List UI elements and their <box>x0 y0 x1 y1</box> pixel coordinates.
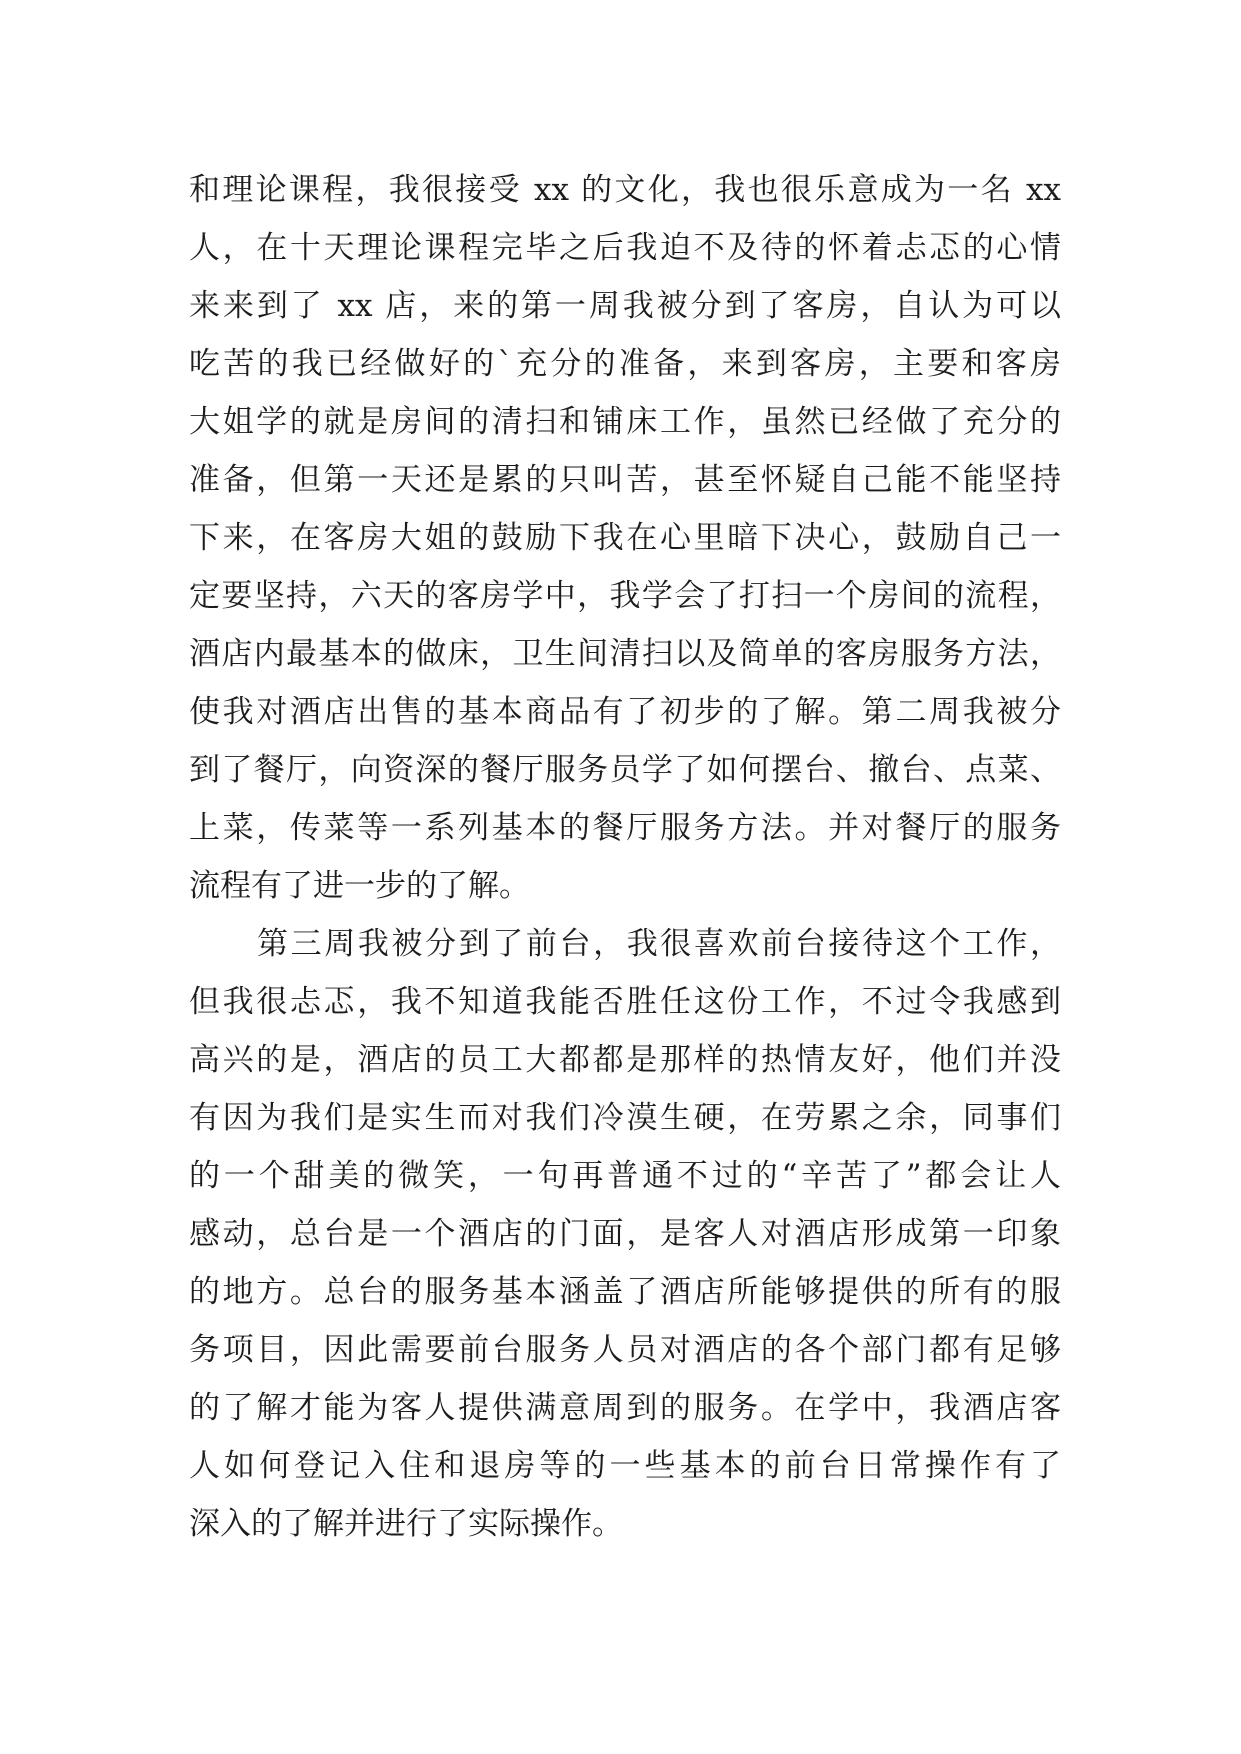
paragraph-line: 定要坚持，六天的客房学中，我学会了打扫一个房间的流程， <box>189 578 1061 614</box>
paragraph-line: 酒店内最基本的做床，卫生间清扫以及简单的客房服务方法， <box>189 636 1061 672</box>
paragraph-line: 人，在十天理论课程完毕之后我迫不及待的怀着忐忑的心情 <box>189 230 1061 266</box>
paragraph-line: 的地方。总台的服务基本涵盖了酒店所能够提供的所有的服 <box>189 1274 1061 1310</box>
paragraph-1 <box>189 161 1061 915</box>
paragraph-line: 的了解才能为客人提供满意周到的服务。在学中，我酒店客 <box>189 1390 1061 1426</box>
paragraph-line: 准备，但第一天还是累的只叫苦，甚至怀疑自己能不能坚持 <box>189 462 1061 498</box>
paragraph-line: 吃苦的我已经做好的`充分的准备，来到客房，主要和客房 <box>189 346 1061 382</box>
paragraph-line: 深入的了解并进行了实际操作。 <box>189 1506 623 1542</box>
paragraph-line: 来来到了 xx 店，来的第一周我被分到了客房，自认为可以 <box>189 288 1061 324</box>
paragraph-line: 但我很忐忑，我不知道我能否胜任这份工作，不过令我感到 <box>189 984 1061 1020</box>
paragraph-line: 上菜，传菜等一系列基本的餐厅服务方法。并对餐厅的服务 <box>189 810 1061 846</box>
paragraph-line: 下来，在客房大姐的鼓励下我在心里暗下决心，鼓励自己一 <box>189 520 1061 556</box>
document-body <box>189 161 1061 1553</box>
paragraph-2 <box>189 915 1061 1553</box>
paragraph-line: 流程有了进一步的了解。 <box>189 868 530 904</box>
paragraph-line: 高兴的是，酒店的员工大都都是那样的热情友好，他们并没 <box>189 1042 1061 1078</box>
paragraph-line: 使我对酒店出售的基本商品有了初步的了解。第二周我被分 <box>189 694 1061 730</box>
paragraph-line: 大姐学的就是房间的清扫和铺床工作，虽然已经做了充分的 <box>189 404 1061 440</box>
paragraph-line: 到了餐厅，向资深的餐厅服务员学了如何摆台、撤台、点菜、 <box>189 752 1061 788</box>
paragraph-line: 的一个甜美的微笑，一句再普通不过的“辛苦了”都会让人 <box>189 1158 1061 1194</box>
paragraph-line: 务项目，因此需要前台服务人员对酒店的各个部门都有足够 <box>189 1332 1061 1368</box>
paragraph-line: 感动，总台是一个酒店的门面，是客人对酒店形成第一印象 <box>189 1216 1061 1252</box>
paragraph-line: 和理论课程，我很接受 xx 的文化，我也很乐意成为一名 xx <box>189 172 1061 208</box>
paragraph-line: 有因为我们是实生而对我们冷漠生硬，在劳累之余，同事们 <box>189 1100 1061 1136</box>
paragraph-line: 人如何登记入住和退房等的一些基本的前台日常操作有了 <box>189 1448 1061 1484</box>
paragraph-line: 第三周我被分到了前台，我很喜欢前台接待这个工作， <box>257 926 1061 962</box>
